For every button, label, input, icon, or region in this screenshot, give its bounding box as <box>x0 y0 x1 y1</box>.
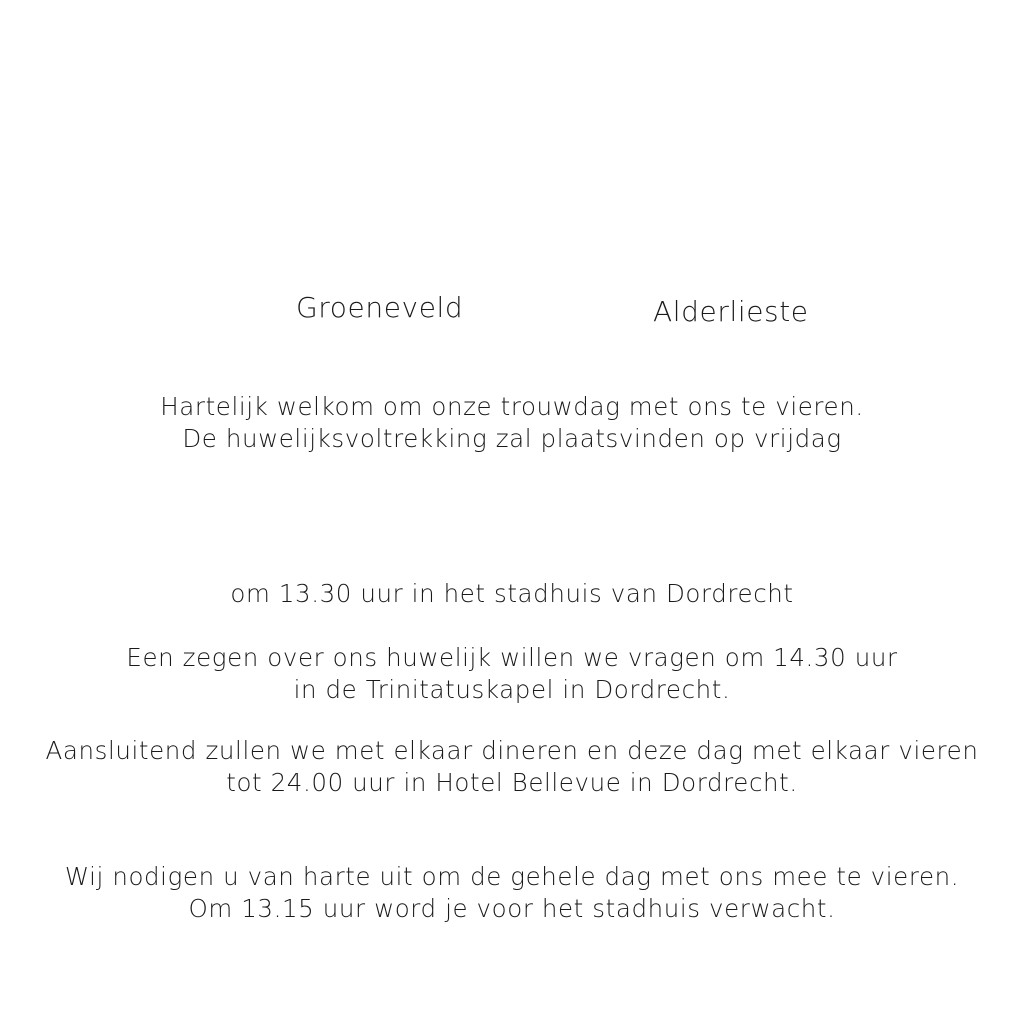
ceremony-line-1: om 13.30 uur in het stadhuis van Dordrecht <box>230 579 794 608</box>
welcome-paragraph <box>0 391 1024 455</box>
welcome-line-2: De huwelijksvoltrekking zal plaatsvinden op vrijdag <box>182 424 842 453</box>
dinner-line-2: tot 24.00 uur in Hotel Bellevue in Dordrecht. <box>226 768 798 797</box>
dinner-paragraph <box>0 735 1024 799</box>
groom-name: Groeneveld <box>296 291 464 324</box>
invitation-line-2: Om 13.15 uur word je voor het stadhuis verwacht. <box>188 894 836 923</box>
dinner-line-1: Aansluitend zullen we met elkaar dineren en deze dag met elkaar vieren <box>45 736 979 765</box>
invitation-line-1: Wij nodigen u van harte uit om de gehele dag met ons mee te vieren. <box>64 862 960 891</box>
ceremony-paragraph <box>0 578 1024 610</box>
invitation-paragraph <box>0 861 1024 925</box>
bride-name: Alderlieste <box>653 295 809 328</box>
blessing-line-1: Een zegen over ons huwelijk willen we vragen om 14.30 uur <box>126 643 898 672</box>
blessing-line-2: in de Trinitatuskapel in Dordrecht. <box>293 675 731 704</box>
welcome-line-1: Hartelijk welkom om onze trouwdag met ons te vieren. <box>160 392 864 421</box>
blessing-paragraph <box>0 642 1024 706</box>
